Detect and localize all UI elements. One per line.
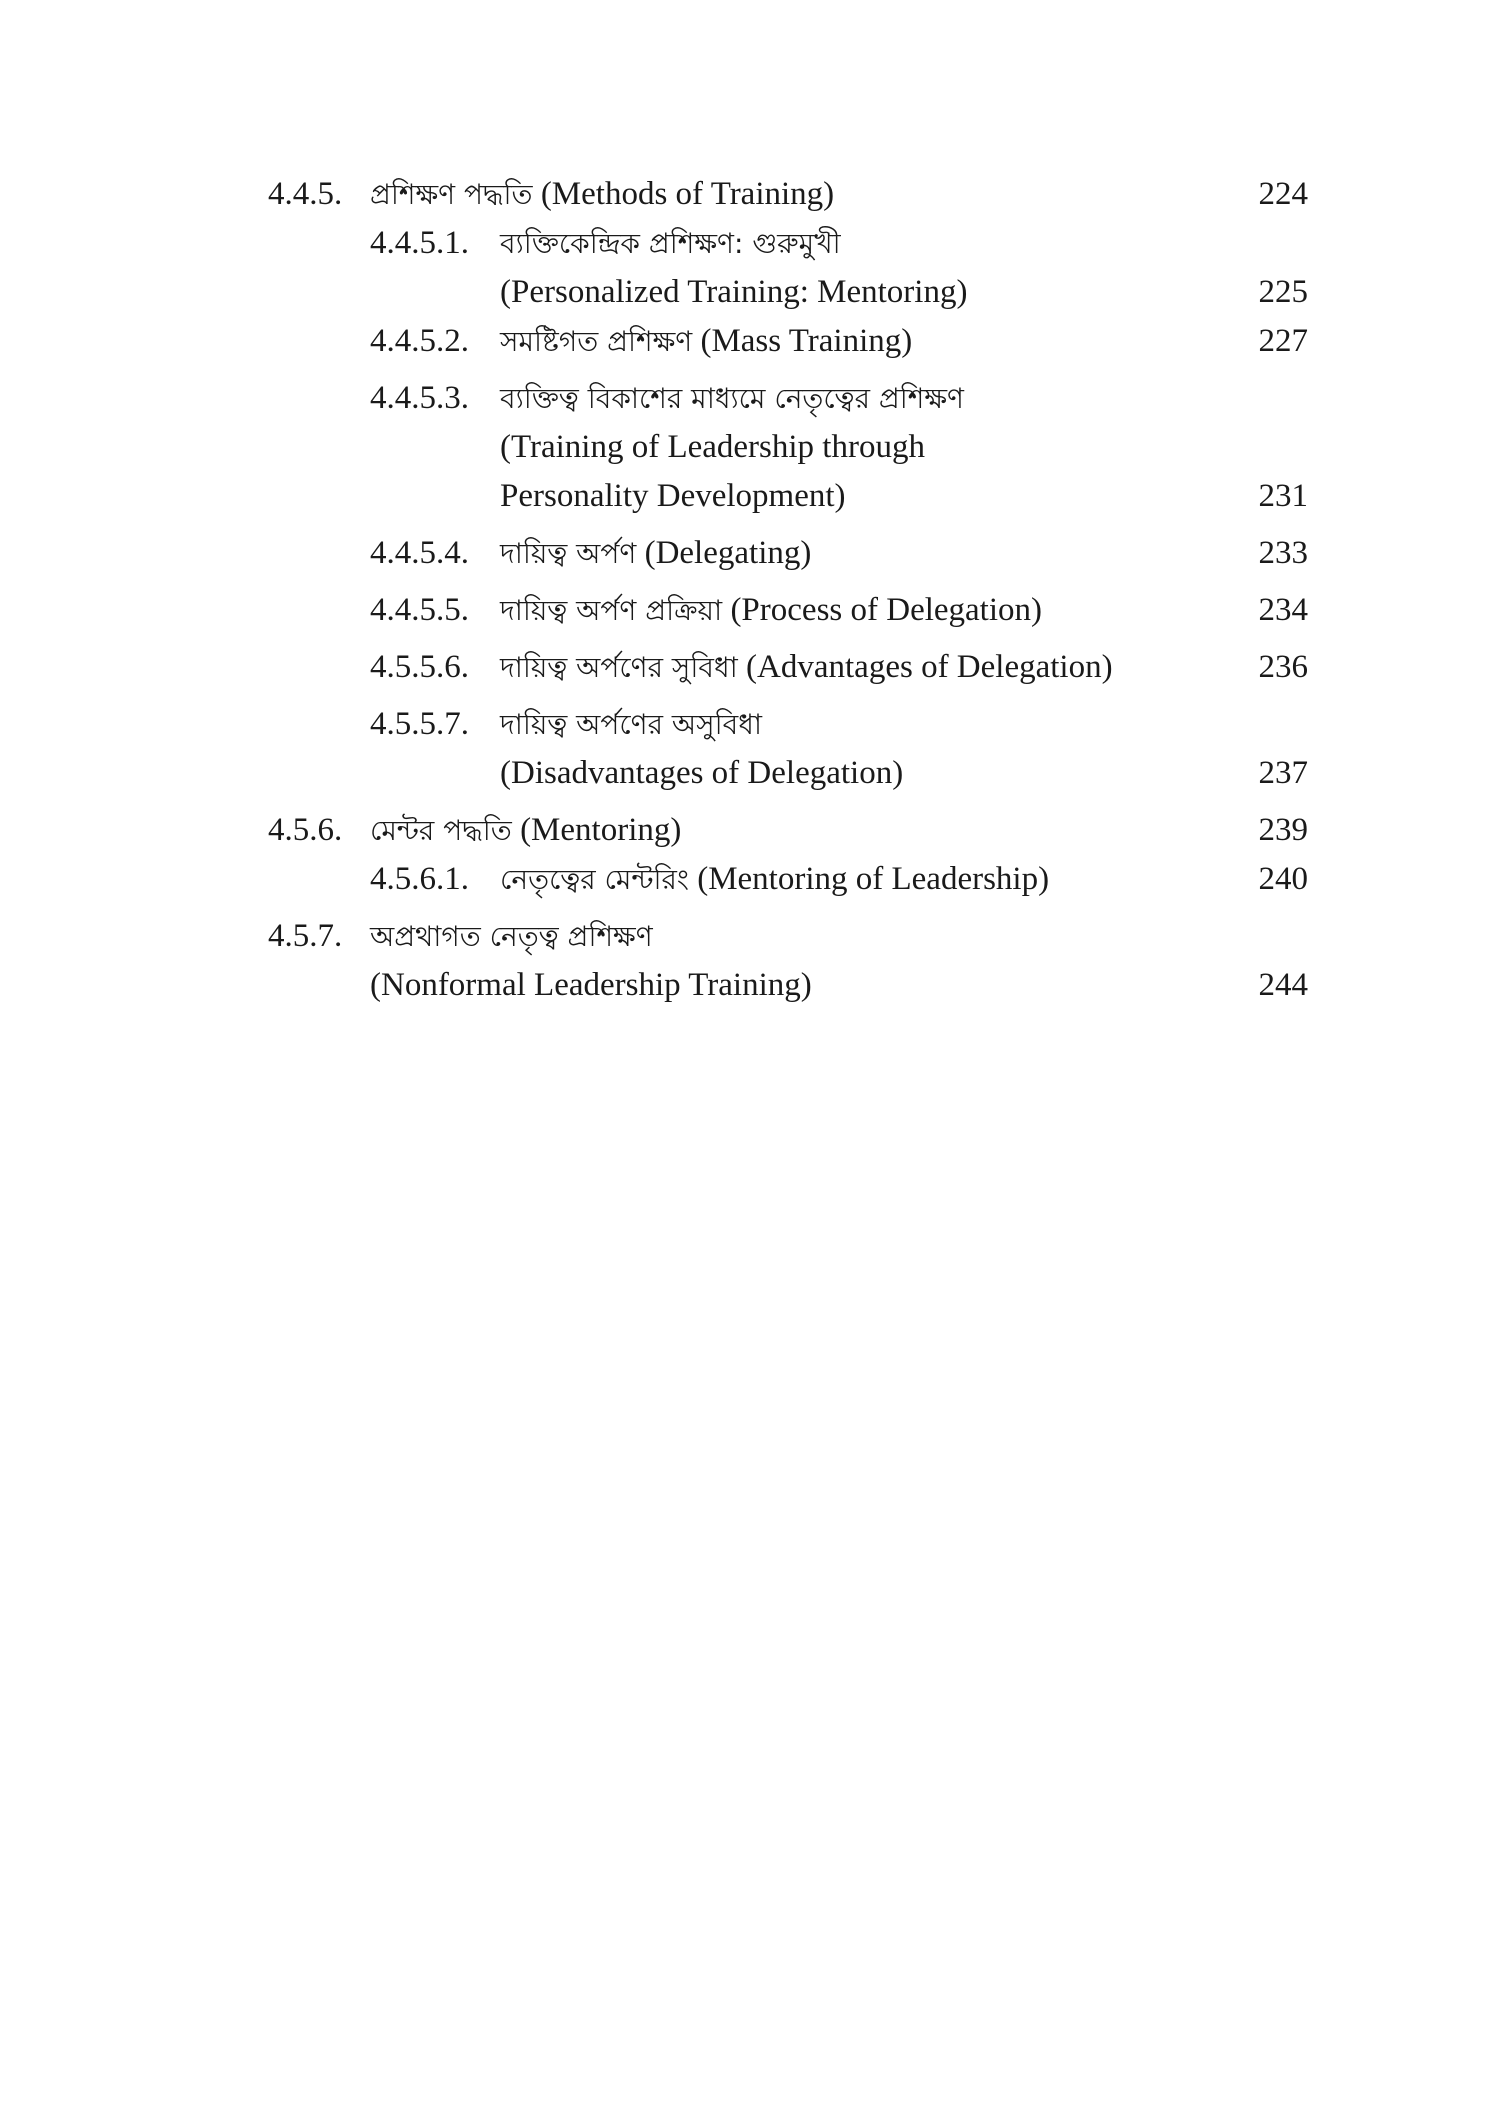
toc-entry-title: মেন্টর পদ্ধতি (Mentoring) [370, 812, 682, 848]
toc-entry-number: 4.4.5.5. [370, 592, 469, 628]
toc-entry-number: 4.5.5.7. [370, 706, 469, 742]
toc-entry-number: 4.4.5.1. [370, 225, 469, 261]
toc-entry-title: Personality Development) [500, 478, 846, 514]
toc-entry [268, 529, 1308, 578]
toc-entry-continuation [268, 268, 1308, 317]
toc-entry [268, 317, 1308, 366]
toc-entry [268, 219, 1308, 268]
toc-entry [268, 700, 1308, 749]
toc-entry-continuation [268, 749, 1308, 798]
toc-entry-title: সমষ্টিগত প্রশিক্ষণ (Mass Training) [500, 323, 913, 359]
toc-entry-number: 4.4.5. [268, 176, 343, 212]
toc-entry-title: অপ্রথাগত নেতৃত্ব প্রশিক্ষণ [370, 920, 653, 953]
toc-page-number: 231 [1258, 478, 1308, 514]
toc-page-number: 224 [1258, 176, 1308, 212]
toc-entry-number: 4.5.7. [268, 918, 343, 954]
toc-entry-title: প্রশিক্ষণ পদ্ধতি (Methods of Training) [370, 176, 835, 212]
toc-entry-title: ব্যক্তিকেন্দ্রিক প্রশিক্ষণ: গুরুমুখী [500, 227, 841, 260]
toc-entry-title: (Personalized Training: Mentoring) [500, 274, 968, 310]
toc-entry-number: 4.4.5.2. [370, 323, 469, 359]
toc-entry-number: 4.4.5.4. [370, 535, 469, 571]
toc-entry [268, 374, 1308, 423]
toc-entry-number: 4.5.5.6. [370, 649, 469, 685]
toc-page-number: 240 [1258, 861, 1308, 897]
toc-entry-continuation [268, 472, 1308, 521]
toc-page-number: 234 [1258, 592, 1308, 628]
toc-page-number: 227 [1258, 323, 1308, 359]
toc-entry-title: দায়িত্ব অর্পণ (Delegating) [500, 535, 812, 571]
toc-entry-number: 4.5.6.1. [370, 861, 469, 897]
toc-entry-number: 4.4.5.3. [370, 380, 469, 416]
toc-entry [268, 855, 1308, 904]
toc-entry [268, 170, 1308, 219]
toc-entry-title: দায়িত্ব অর্পণের অসুবিধা [500, 708, 763, 741]
toc-page-number: 236 [1258, 649, 1308, 685]
toc-entry-title: দায়িত্ব অর্পণের সুবিধা (Advantages of Delegation) [500, 649, 1113, 685]
toc-entry [268, 806, 1308, 855]
toc-page-number: 233 [1258, 535, 1308, 571]
toc-entry-title: (Nonformal Leadership Training) [370, 967, 812, 1003]
toc-entry [268, 912, 1308, 961]
toc-entry-title: ব্যক্তিত্ব বিকাশের মাধ্যমে নেতৃত্বের প্রশিক্ষণ [500, 382, 964, 415]
toc-entry [268, 586, 1308, 635]
table-of-contents [268, 170, 1308, 1010]
toc-entry-continuation [268, 423, 1308, 472]
toc-entry-title: (Disadvantages of Delegation) [500, 755, 904, 791]
toc-entry-number: 4.5.6. [268, 812, 343, 848]
toc-entry-continuation [268, 961, 1308, 1010]
toc-page-number: 237 [1258, 755, 1308, 791]
toc-page-number: 225 [1258, 274, 1308, 310]
toc-entry-title: নেতৃত্বের মেন্টরিং (Mentoring of Leadership) [500, 861, 1050, 897]
toc-entry [268, 643, 1308, 692]
toc-entry-title: দায়িত্ব অর্পণ প্রক্রিয়া (Process of Delegation) [500, 592, 1043, 628]
toc-page-number: 239 [1258, 812, 1308, 848]
toc-entry-title: (Training of Leadership through [500, 429, 925, 465]
toc-page-number: 244 [1258, 967, 1308, 1003]
